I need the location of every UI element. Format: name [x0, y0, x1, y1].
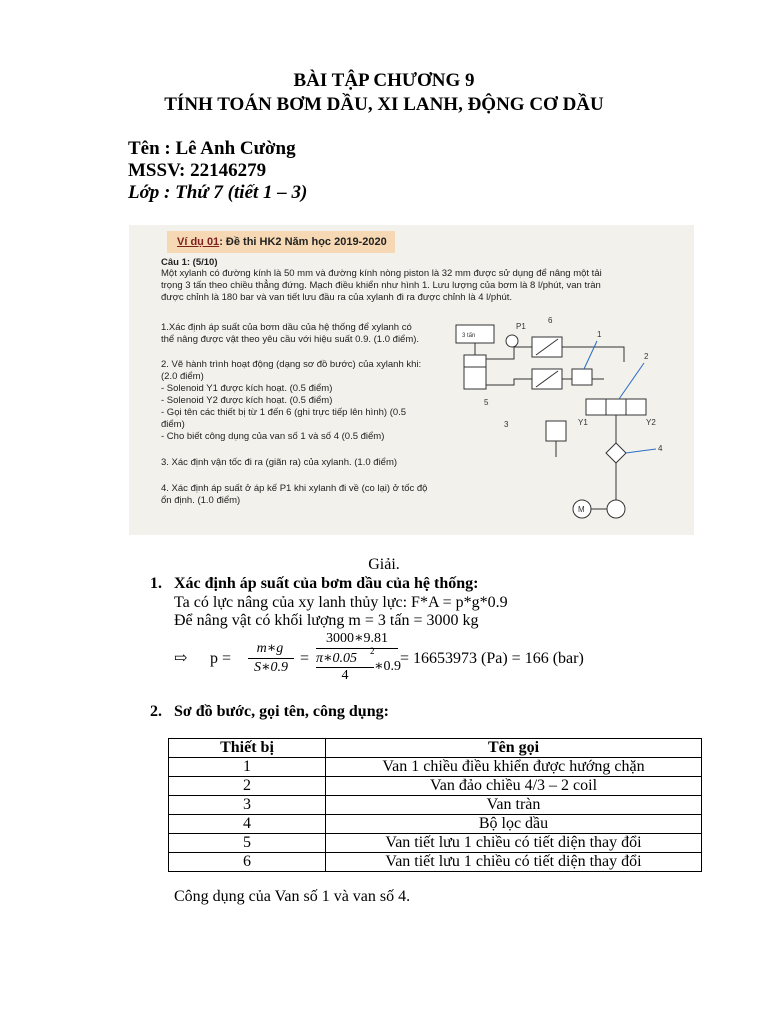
label-3: 3 [504, 420, 509, 429]
table-row [169, 834, 702, 853]
section-2-title: 2. Sơ đồ bước, gọi tên, công dụng: [150, 703, 389, 720]
problem-line: - Cho biết công dụng của van số 1 và số 4 (0.5 điểm) [161, 431, 385, 442]
cell-name: Van tiết lưu 1 chiều có tiết diện thay đổi [326, 853, 702, 872]
pressure-gauge [506, 335, 518, 347]
problem-line: 3. Xác định vận tốc đi ra (giãn ra) của xylanh. (1.0 điểm) [161, 457, 398, 468]
load-label: 3 tấn [462, 333, 476, 339]
student-id: MSSV: 22146279 [128, 160, 267, 181]
table-row [169, 796, 702, 815]
problem-line: trọng 3 tấn theo chiều thẳng đứng. Mạch điều khiển như hình 1. Lưu lượng của bơm là 8 l/phút, van tràn [161, 280, 601, 291]
label-2: 2 [644, 352, 649, 361]
formula-equals: = [300, 650, 310, 667]
problem-line: Câu 1: (5/10) [161, 257, 218, 268]
filter-4 [606, 443, 626, 463]
table-row [169, 815, 702, 834]
label-1: 1 [597, 330, 602, 339]
label-6: 6 [548, 317, 553, 325]
motor-label: M [578, 505, 585, 514]
doc-title-line-1: BÀI TẬP CHƯƠNG 9 [293, 70, 475, 91]
section-1-line-2: Để nâng vật có khối lượng m = 3 tấn = 3000 kg [174, 612, 479, 629]
check-valve-1 [572, 369, 592, 385]
fraction-2-four: 4 [341, 668, 349, 683]
table-row [169, 758, 702, 777]
problem-line: 4. Xác định áp suất ở áp kế P1 khi xylanh đi về (co lại) ở tốc độ [161, 483, 428, 494]
cell-name: Bộ lọc dầu [326, 815, 702, 834]
problem-line: thể nâng được vật theo yêu cầu với hiệu suất 0.9. (1.0 điểm). [161, 334, 420, 345]
cell-device: 6 [169, 853, 326, 872]
fraction-2-numerator: 3000∗9.81 [325, 631, 388, 646]
dir-valve-block-b [606, 399, 626, 415]
student-class: Lớp : Thứ 7 (tiết 1 – 3) [128, 182, 308, 203]
cell-device: 2 [169, 777, 326, 796]
pressure-formula [174, 630, 614, 690]
problem-line: - Gọi tên các thiết bị từ 1 đến 6 (ghi trực tiếp lên hình) (0.5 [161, 407, 407, 418]
leader-2 [619, 363, 644, 399]
cell-device: 4 [169, 815, 326, 834]
problem-header: Ví dụ 01: Đề thi HK2 Năm học 2019-2020 [167, 231, 395, 253]
cell-device: 1 [169, 758, 326, 777]
table-header-row [169, 739, 702, 758]
fraction-2-exponent: 2 [370, 646, 375, 656]
problem-line: 2. Vẽ hành trình hoạt động (dạng sơ đồ bước) của xylanh khi: [161, 359, 422, 370]
problem-line: ổn định. (1.0 điểm) [161, 495, 241, 506]
implies-arrow: ⇨ [174, 650, 188, 667]
dir-valve-block-a [586, 399, 606, 415]
formula-result: = 16653973 (Pa) = 166 (bar) [400, 650, 584, 667]
doc-title-line-2: TÍNH TOÁN BƠM DẦU, XI LANH, ĐỘNG CƠ DẦU [164, 94, 604, 115]
formula-p: p = [210, 650, 232, 667]
footer-text: Công dụng của Van số 1 và van số 4. [174, 888, 411, 905]
label-4: 4 [658, 444, 663, 453]
col-header-name: Tên gọi [326, 739, 702, 758]
relief-valve-3 [546, 421, 566, 441]
fraction-2-subnum: π∗0.05 [316, 651, 358, 666]
problem-image [129, 225, 694, 535]
solenoid-y1: Y1 [578, 418, 588, 427]
hydraulic-schematic [454, 317, 694, 529]
leader-1 [584, 341, 597, 369]
problem-line: được chỉnh là 180 bar và van tiết lưu đầu ra của xylanh đi ra được chỉnh là 4 l/phút. [161, 292, 513, 303]
cell-device: 5 [169, 834, 326, 853]
problem-line: (2.0 điểm) [161, 371, 204, 382]
problem-line: 1.Xác định áp suất của bơm dầu của hệ thống để xylanh có [161, 322, 412, 333]
cell-name: Van 1 chiều điều khiển được hướng chặn [326, 758, 702, 777]
student-name: Tên : Lê Anh Cường [128, 138, 296, 159]
col-header-device: Thiết bị [169, 739, 326, 758]
solenoid-y2: Y2 [646, 418, 656, 427]
cell-name: Van tràn [326, 796, 702, 815]
cylinder [464, 355, 486, 389]
cell-name: Van đảo chiều 4/3 – 2 coil [326, 777, 702, 796]
device-table [168, 738, 702, 872]
dir-valve-block-c [626, 399, 646, 415]
section-1-line-1: Ta có lực nâng của xy lanh thủy lực: F*A = p*g*0.9 [174, 594, 508, 611]
label-5: 5 [484, 398, 489, 407]
fraction-1-denominator: S∗0.9 [253, 660, 288, 675]
cell-name: Van tiết lưu 1 chiều có tiết diện thay đổi [326, 834, 702, 853]
problem-line: - Solenoid Y2 được kích hoạt. (0.5 điểm) [161, 395, 333, 406]
problem-line: Một xylanh có đường kính là 50 mm và đường kính nòng piston là 32 mm được sử dụng để nâng một tải [161, 268, 602, 279]
gauge-label-p1: P1 [516, 322, 526, 331]
section-1-title: 1. Xác định áp suất của bơm dầu của hệ thống: [150, 575, 479, 592]
problem-line: điểm) [161, 419, 185, 430]
leader-4 [626, 449, 656, 453]
pump [607, 500, 625, 518]
fraction-1-numerator: m∗g [256, 641, 284, 656]
fraction-2-multiplier: ∗0.9 [374, 659, 402, 674]
cell-device: 3 [169, 796, 326, 815]
fraction-2-bar [316, 648, 398, 649]
table-row [169, 853, 702, 872]
problem-line: - Solenoid Y1 được kích hoạt. (0.5 điểm) [161, 383, 333, 394]
table-row [169, 777, 702, 796]
solution-heading: Giải. [368, 556, 400, 573]
